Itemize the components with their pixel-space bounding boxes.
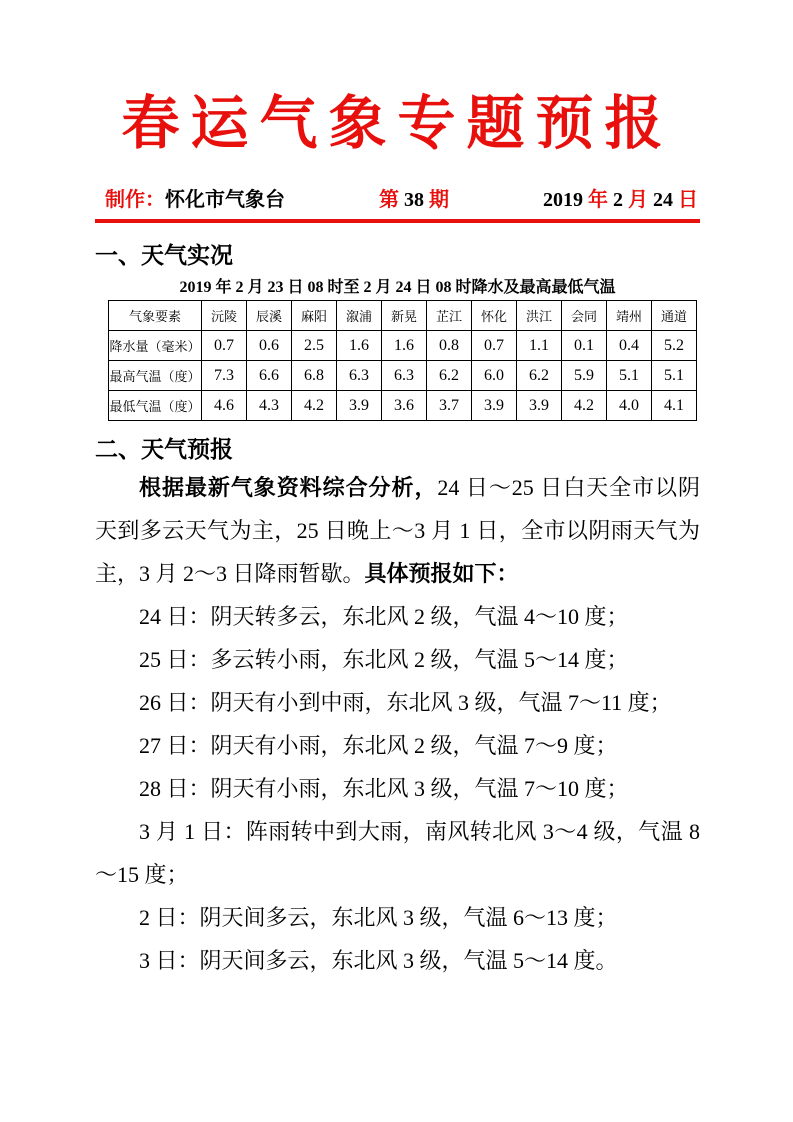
- table-cell: 1.6: [337, 331, 382, 361]
- table-cell: 0.4: [607, 331, 652, 361]
- table-cell: 4.0: [607, 391, 652, 421]
- table-cell: 4.1: [652, 391, 697, 421]
- table-row-label: 最高气温（度）: [109, 361, 202, 391]
- producer-line: [105, 183, 285, 212]
- table-corner-cell: 气象要素: [109, 301, 202, 331]
- table-cell: 3.7: [427, 391, 472, 421]
- table-column-header: 溆浦: [337, 301, 382, 331]
- table-column-header: 会同: [562, 301, 607, 331]
- document-header: [95, 183, 700, 223]
- table-cell: 6.2: [517, 361, 562, 391]
- date-year: 2019: [543, 189, 583, 212]
- table-column-header: 新晃: [382, 301, 427, 331]
- issue-date: [543, 183, 698, 212]
- table-cell: 4.2: [562, 391, 607, 421]
- date-month: 2: [613, 189, 623, 212]
- date-day: 24: [653, 189, 673, 212]
- forecast-item: 28 日：阴天有小雨，东北风 3 级，气温 7～10 度；: [139, 776, 629, 802]
- table-cell: 6.6: [247, 361, 292, 391]
- table-column-header: 靖州: [607, 301, 652, 331]
- table-title: 2019 年 2 月 23 日 08 时至 2 月 24 日 08 时降水及最高最低气温: [179, 279, 616, 297]
- table-column-header: 通道: [652, 301, 697, 331]
- table-cell: 0.7: [472, 331, 517, 361]
- table-row: [109, 331, 697, 361]
- table-cell: 0.1: [562, 331, 607, 361]
- table-cell: 3.9: [472, 391, 517, 421]
- forecast-intro-body: 24 日～25 日白天全市以阴天到多云天气为主，25 日晚上～3 月 1 日，全市以阴雨天气为主，3 月 2～3 日降雨暂歇。: [95, 475, 700, 587]
- forecast-list: [95, 595, 700, 982]
- table-row-label: 降水量（毫米）: [109, 331, 202, 361]
- table-cell: 6.3: [337, 361, 382, 391]
- weather-table: [108, 300, 697, 421]
- table-column-header: 麻阳: [292, 301, 337, 331]
- table-column-header: 辰溪: [247, 301, 292, 331]
- date-day-unit: 日: [678, 189, 698, 212]
- issue-suffix: 期: [429, 189, 449, 212]
- table-row-label: 最低气温（度）: [109, 391, 202, 421]
- table-cell: 1.6: [382, 331, 427, 361]
- table-cell: 6.8: [292, 361, 337, 391]
- table-cell: 3.6: [382, 391, 427, 421]
- section-1-heading: 一、天气实况: [95, 243, 233, 269]
- forecast-item: 3 月 1 日：阵雨转中到大雨，南风转北风 3～4 级，气温 8～15 度；: [95, 819, 700, 888]
- table-column-header: 芷江: [427, 301, 472, 331]
- table-cell: 5.9: [562, 361, 607, 391]
- table-column-header: 沅陵: [202, 301, 247, 331]
- forecast-intro-tail: 具体预报如下：: [364, 561, 519, 587]
- table-header-row: [109, 301, 697, 331]
- table-row: [109, 391, 697, 421]
- table-cell: 5.1: [607, 361, 652, 391]
- table-column-header: 洪江: [517, 301, 562, 331]
- page-title: 春运气象专题预报: [121, 91, 674, 156]
- forecast-intro: [95, 466, 700, 595]
- table-cell: 3.9: [517, 391, 562, 421]
- table-row: [109, 361, 697, 391]
- table-cell: 2.5: [292, 331, 337, 361]
- table-cell: 5.1: [652, 361, 697, 391]
- forecast-item: 24 日：阴天转多云，东北风 2 级，气温 4～10 度；: [139, 604, 629, 630]
- issue-value: 38: [404, 189, 424, 212]
- table-cell: 4.6: [202, 391, 247, 421]
- table-cell: 0.6: [247, 331, 292, 361]
- forecast-item: 2 日：阴天间多云，东北风 3 级，气温 6～13 度；: [139, 905, 618, 931]
- section-2-heading: 二、天气预报: [95, 437, 233, 463]
- date-month-unit: 月: [628, 189, 648, 212]
- forecast-item: 25 日：多云转小雨，东北风 2 级，气温 5～14 度；: [139, 647, 629, 673]
- forecast-intro-lead: 根据最新气象资料综合分析，: [139, 475, 438, 501]
- table-cell: 4.3: [247, 391, 292, 421]
- table-cell: 1.1: [517, 331, 562, 361]
- table-cell: 5.2: [652, 331, 697, 361]
- date-year-unit: 年: [588, 189, 608, 212]
- issue-number: [379, 183, 449, 212]
- table-cell: 4.2: [292, 391, 337, 421]
- table-cell: 3.9: [337, 391, 382, 421]
- table-cell: 6.0: [472, 361, 517, 391]
- forecast-item: 26 日：阴天有小到中雨，东北风 3 级，气温 7～11 度；: [139, 690, 672, 716]
- table-cell: 0.7: [202, 331, 247, 361]
- forecast-item: 3 日：阴天间多云，东北风 3 级，气温 5～14 度。: [139, 948, 618, 974]
- table-column-header: 怀化: [472, 301, 517, 331]
- table-cell: 7.3: [202, 361, 247, 391]
- issue-prefix: 第: [379, 189, 399, 212]
- producer-label: 制作：: [105, 189, 165, 212]
- table-cell: 6.3: [382, 361, 427, 391]
- producer-name: 怀化市气象台: [165, 189, 285, 212]
- table-cell: 0.8: [427, 331, 472, 361]
- forecast-item: 27 日：阴天有小雨，东北风 2 级，气温 7～9 度；: [139, 733, 618, 759]
- table-cell: 6.2: [427, 361, 472, 391]
